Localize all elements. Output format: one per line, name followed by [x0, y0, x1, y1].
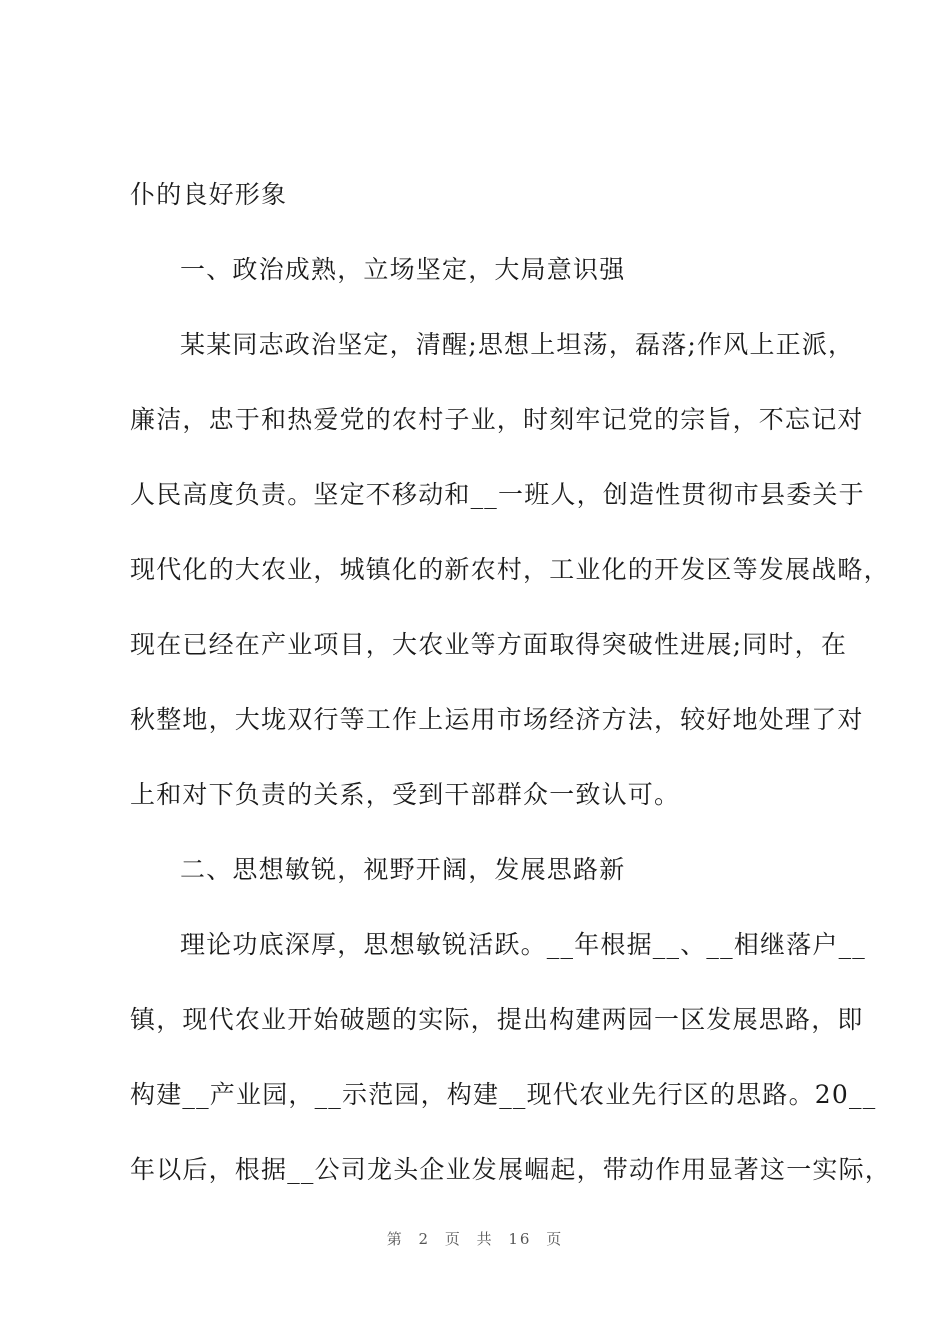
paragraph-line-10: 构建__产业园，__示范园，构建__现代农业先行区的思路。20__ [130, 1080, 877, 1109]
paragraph-line-5: 现在已经在产业项目，大农业等方面取得突破性进展;同时，在 [130, 630, 848, 659]
paragraph-line-2: 廉洁，忠于和热爱党的农村子业，时刻牢记党的宗旨，不忘记对 [130, 405, 864, 434]
paragraph-line-9: 镇，现代农业开始破题的实际，提出构建两园一区发展思路，即 [130, 1005, 864, 1034]
paragraph-line-7: 上和对下负责的关系，受到干部群众一致认可。 [130, 780, 681, 809]
text-line-1: 仆的良好形象 [130, 180, 288, 209]
section-heading-2: 二、思想敏锐，视野开阔，发展思路新 [180, 855, 626, 884]
paragraph-line-11: 年以后，根据__公司龙头企业发展崛起，带动作用显著这一实际， [130, 1155, 892, 1184]
page-number-footer: 第 2 页 共 16 页 [386, 1230, 564, 1248]
paragraph-line-6: 秋整地，大垅双行等工作上运用市场经济方法，较好地处理了对 [130, 705, 864, 734]
paragraph-line-3: 人民高度负责。坚定不移动和__一班人，创造性贯彻市县委关于 [130, 480, 865, 509]
section-heading-1: 一、政治成熟，立场坚定，大局意识强 [180, 255, 626, 284]
paragraph-line-8: 理论功底深厚，思想敏锐活跃。__年根据__、__相继落户__ [180, 930, 867, 959]
paragraph-line-1: 某某同志政治坚定，清醒;思想上坦荡，磊落;作风上正派， [180, 330, 855, 359]
paragraph-line-4: 现代化的大农业，城镇化的新农村，工业化的开发区等发展战略， [130, 555, 890, 584]
